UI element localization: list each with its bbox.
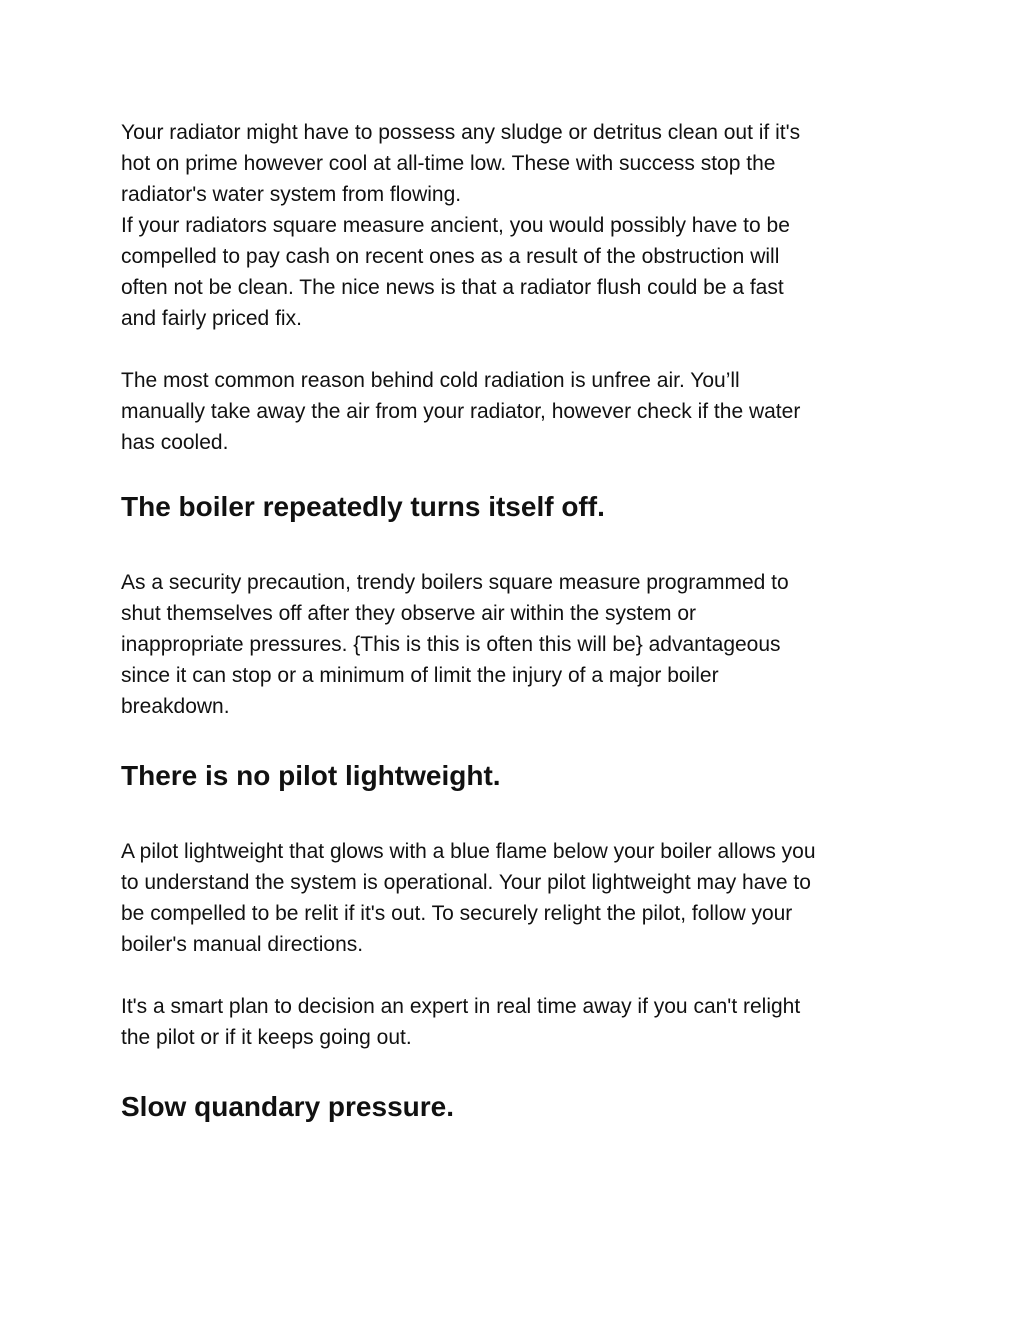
paragraph-safety-shutdown: As a security precaution, trendy boilers square measure programmed to shut themselves off after they observe air within the system or inappropriate pressures. {This is this is often this will be} advantageous since it can stop or a minimum of limit the injury of a major boiler breakdown.	[121, 571, 789, 718]
paragraph-radiator-sludge: Your radiator might have to possess any sludge or detritus clean out if it's hot on prime however cool at all-time low. These with success stop the radiator's water system from flowing. If your radiators square measure ancient, you would possibly have to be compelled to pay cash on recent ones as a result of the obstruction will often not be clean. The nice news is that a radiator flush could be a fast and fairly priced fix.	[121, 121, 801, 330]
paragraph-spacer	[121, 960, 911, 991]
paragraph-spacer	[121, 334, 911, 365]
paragraph-pilot-light: A pilot lightweight that glows with a blue flame below your boiler allows you to understand the system is operational. Your pilot lightweight may have to be compelled to be relit if it's out. To securely relight the pilot, follow your boiler's manual directions.	[121, 840, 816, 956]
paragraph-trapped-air: The most common reason behind cold radiation is unfree air. You’ll manually take away the air from your radiator, however check if the water has cooled.	[121, 369, 801, 454]
document-page	[121, 117, 911, 1124]
heading-boiler-turns-off: The boiler repeatedly turns itself off.	[121, 491, 605, 522]
heading-no-pilot-light: There is no pilot lightweight.	[121, 760, 501, 791]
paragraph-call-expert: It's a smart plan to decision an expert in real time away if you can't relight the pilot or if it keeps going out.	[121, 995, 801, 1049]
heading-slow-pressure: Slow quandary pressure.	[121, 1091, 454, 1122]
